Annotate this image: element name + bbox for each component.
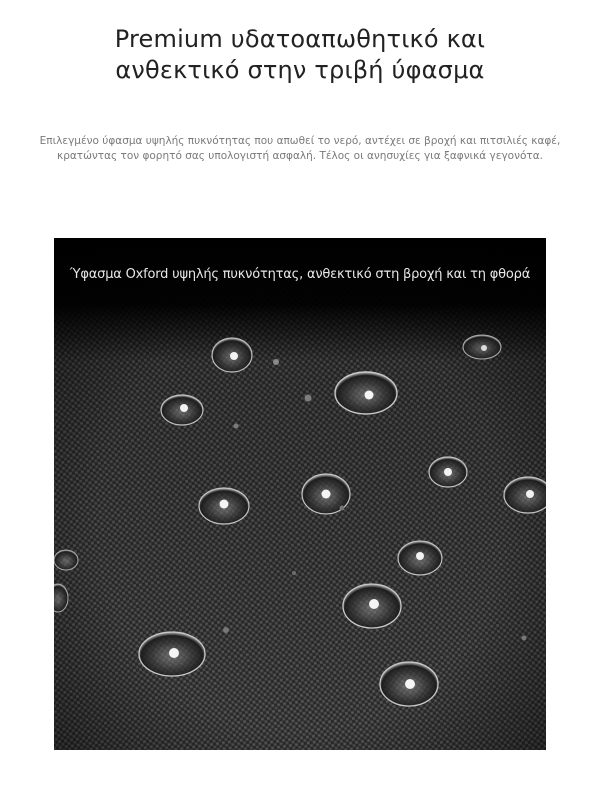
water-droplet: [429, 457, 467, 487]
water-droplet: [504, 477, 546, 513]
page-title-line-1: Premium υδατοαπωθητικό και: [114, 25, 486, 53]
water-droplet: [398, 541, 442, 575]
water-droplet: [335, 372, 397, 414]
feature-description: [24, 134, 576, 164]
water-droplet: [199, 488, 249, 524]
water-droplet: [139, 632, 205, 676]
feature-description-line-1: Επιλεγμένο ύφασμα υψηλής πυκνότητας που απωθεί το νερό, αντέχει σε βροχή και πιτσιλιές καφέ,: [39, 135, 561, 147]
fabric-photo: [54, 238, 546, 750]
water-droplet: [54, 550, 78, 570]
water-droplet: [161, 395, 203, 425]
page-title-line-2: ανθεκτικό στην τριβή ύφασμα: [115, 56, 485, 84]
water-droplet: [212, 338, 252, 372]
water-droplet: [343, 584, 401, 628]
fabric-photo-caption: Ύφασμα Oxford υψηλής πυκνότητας, ανθεκτικό στη βροχή και τη φθορά: [69, 267, 531, 282]
water-droplet: [463, 335, 501, 359]
page-title: [0, 24, 600, 86]
water-droplet: [380, 662, 438, 706]
feature-description-line-2: κρατώντας τον φορητό σας υπολογιστή ασφαλή. Τέλος οι ανησυχίες για ξαφνικά γεγονότα.: [57, 150, 543, 162]
fabric-texture-illustration: [54, 238, 546, 750]
